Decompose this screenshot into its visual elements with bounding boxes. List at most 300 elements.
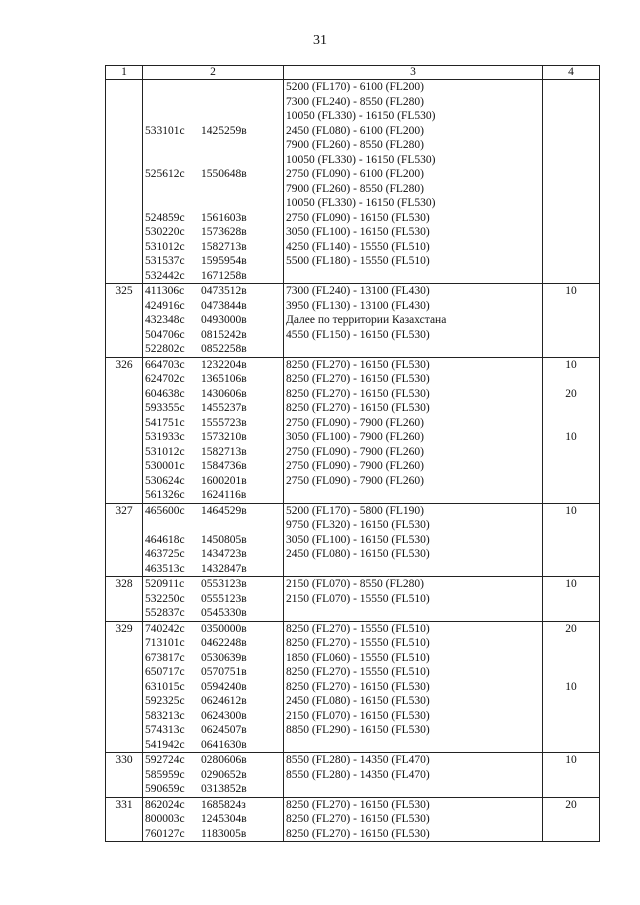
value	[543, 342, 599, 357]
route-number: 329	[115, 622, 133, 635]
latitude: 631015с	[145, 680, 185, 693]
table-header	[106, 66, 600, 80]
coordinate-line	[143, 225, 283, 240]
longitude: 0570751в	[201, 666, 247, 678]
altitude-range: 2750 (FL090) - 7900 (FL260)	[286, 474, 424, 487]
value	[543, 812, 599, 827]
latitude: 713101с	[145, 637, 185, 649]
latitude: 531933с	[145, 431, 185, 443]
value	[543, 269, 599, 284]
latitude: 561326с	[145, 489, 185, 501]
value	[543, 416, 599, 431]
altitude-range: 3050 (FL100) - 16150 (FL530)	[286, 533, 430, 546]
altitude-range: 2750 (FL090) - 7900 (FL260)	[286, 460, 424, 472]
page-number: 31	[313, 33, 327, 48]
altitude-range: 4250 (FL140) - 15550 (FL510)	[286, 240, 430, 253]
coordinates-cell	[143, 80, 284, 284]
altitude-range: 10050 (FL330) - 16150 (FL530)	[286, 153, 436, 166]
latitude: 531012с	[145, 240, 185, 253]
value-cell	[543, 577, 600, 622]
latitude: 592724с	[145, 754, 185, 766]
longitude: 1245304в	[201, 813, 247, 825]
longitude: 1432847в	[201, 562, 247, 575]
route-number: 330	[115, 754, 133, 766]
table-row	[106, 357, 600, 503]
coordinate-line	[143, 723, 283, 738]
latitude: 463513с	[145, 562, 185, 575]
latitude: 541751с	[145, 416, 185, 429]
coordinate-line	[143, 504, 283, 519]
route-number: 331	[115, 798, 133, 811]
longitude: 1573210в	[201, 431, 247, 443]
altitude-range: 8250 (FL270) - 16150 (FL530)	[286, 387, 430, 400]
value	[543, 80, 599, 95]
value	[543, 254, 599, 269]
latitude: 541942с	[145, 738, 185, 751]
latitude: 604638с	[145, 387, 185, 400]
altitude-range: 8250 (FL270) - 16150 (FL530)	[286, 358, 430, 371]
altitude-range: 7300 (FL240) - 8550 (FL280)	[286, 95, 424, 108]
altitude-range	[284, 606, 542, 621]
coordinate-line	[143, 299, 283, 314]
coordinate-line	[143, 358, 283, 373]
latitude: 530624с	[145, 474, 185, 487]
coordinate-line	[143, 753, 283, 768]
value	[543, 372, 599, 387]
altitude-range: 8250 (FL270) - 15550 (FL510)	[286, 622, 430, 635]
value	[543, 709, 599, 724]
table-row	[106, 577, 600, 622]
altitude-range	[284, 782, 542, 797]
coordinate-line	[143, 709, 283, 724]
longitude: 1232204в	[201, 358, 247, 371]
longitude: 0624612в	[201, 695, 247, 707]
latitude: 524859с	[145, 211, 185, 224]
latitude: 432348с	[145, 314, 185, 326]
altitude-range: 8550 (FL280) - 14350 (FL470)	[286, 768, 430, 781]
altitude-range	[284, 562, 542, 577]
latitude: 624702с	[145, 373, 185, 385]
value-cell	[543, 284, 600, 358]
altitude-range: 3950 (FL130) - 13100 (FL430)	[286, 299, 430, 312]
longitude: 1464529в	[201, 504, 247, 517]
value: 10	[565, 754, 577, 766]
value	[543, 138, 599, 153]
coordinate-line	[143, 562, 283, 577]
longitude: 1550648в	[201, 168, 247, 180]
coordinate-line	[143, 313, 283, 328]
route-number-cell	[106, 503, 143, 577]
altitude-range: 8250 (FL270) - 15550 (FL510)	[286, 637, 430, 649]
value	[543, 167, 599, 182]
altitude-range: Далее по территории Казахстана	[286, 314, 447, 326]
value	[543, 328, 599, 343]
altitude-range: 1850 (FL060) - 15550 (FL510)	[286, 651, 430, 664]
value	[543, 592, 599, 607]
value	[543, 723, 599, 738]
header-col-4: 4	[543, 66, 600, 80]
latitude: 424916с	[145, 299, 185, 312]
longitude: 1600201в	[201, 474, 247, 487]
coordinate-line	[143, 95, 283, 110]
longitude: 1425259в	[201, 124, 247, 137]
coordinate-line	[143, 827, 283, 842]
altitude-range: 8550 (FL280) - 14350 (FL470)	[286, 754, 430, 766]
longitude: 0555123в	[201, 592, 247, 605]
latitude: 590659с	[145, 783, 185, 795]
altitude-range: 8250 (FL270) - 15550 (FL510)	[286, 666, 430, 678]
coordinate-line	[143, 254, 283, 269]
coordinates-cell	[143, 753, 284, 798]
latitude: 862024с	[145, 798, 185, 811]
longitude: 0462248в	[201, 637, 247, 649]
altitude-range: 2750 (FL090) - 16150 (FL530)	[286, 211, 430, 224]
coordinate-line	[143, 622, 283, 637]
altitudes-cell	[284, 357, 543, 503]
altitude-range: 2450 (FL080) - 16150 (FL530)	[286, 548, 430, 560]
route-number-cell	[106, 577, 143, 622]
coordinate-line	[143, 182, 283, 197]
latitude: 504706с	[145, 328, 185, 341]
route-group	[106, 357, 600, 503]
longitude: 0493000в	[201, 314, 247, 326]
longitude: 0280606в	[201, 754, 247, 766]
coordinate-line	[143, 153, 283, 168]
value	[543, 182, 599, 197]
altitude-range: 9750 (FL320) - 16150 (FL530)	[286, 519, 430, 531]
longitude: 1183005в	[201, 827, 247, 840]
altitude-range: 7900 (FL260) - 8550 (FL280)	[286, 139, 424, 151]
longitude: 1582713в	[201, 240, 247, 253]
longitude: 1573628в	[201, 226, 247, 238]
value	[543, 665, 599, 680]
table-row	[106, 621, 600, 753]
coordinate-line	[143, 636, 283, 651]
latitude: 760127с	[145, 827, 185, 840]
value	[543, 474, 599, 489]
longitude: 0641630в	[201, 738, 247, 751]
altitude-range	[284, 738, 542, 753]
longitude: 1595954в	[201, 255, 247, 267]
altitude-range: 10050 (FL330) - 16150 (FL530)	[286, 110, 436, 122]
latitude: 533101с	[145, 124, 185, 137]
coordinate-line	[143, 269, 283, 284]
latitude: 583213с	[145, 709, 185, 722]
coordinate-line	[143, 372, 283, 387]
coordinate-line	[143, 518, 283, 533]
route-group	[106, 284, 600, 358]
value	[543, 606, 599, 621]
value: 10	[565, 578, 577, 590]
route-group	[106, 577, 600, 622]
longitude: 0624507в	[201, 724, 247, 736]
longitude: 0530639в	[201, 651, 247, 664]
coordinate-line	[143, 211, 283, 226]
route-group	[106, 503, 600, 577]
altitude-range: 3050 (FL100) - 16150 (FL530)	[286, 226, 430, 238]
value: 10	[565, 680, 577, 693]
coordinate-line	[143, 459, 283, 474]
longitude: 0553123в	[201, 578, 247, 590]
route-number-cell	[106, 621, 143, 753]
longitude: 1561603в	[201, 211, 247, 224]
value	[543, 459, 599, 474]
latitude: 664703с	[145, 358, 185, 371]
value: 10	[565, 285, 577, 297]
altitude-range: 2750 (FL090) - 6100 (FL200)	[286, 168, 424, 180]
altitude-range: 2450 (FL080) - 6100 (FL200)	[286, 124, 424, 137]
latitude: 532442с	[145, 269, 185, 282]
longitude: 1430606в	[201, 387, 247, 400]
coordinate-line	[143, 488, 283, 503]
coordinate-line	[143, 109, 283, 124]
longitude: 0594240в	[201, 680, 247, 693]
altitude-range	[284, 269, 542, 284]
latitude: 800003с	[145, 813, 185, 825]
coordinate-line	[143, 694, 283, 709]
latitude: 532250с	[145, 592, 185, 605]
route-group	[106, 621, 600, 753]
coordinate-line	[143, 342, 283, 357]
value	[543, 313, 599, 328]
value	[543, 211, 599, 226]
route-table	[105, 65, 600, 842]
altitudes-cell	[284, 503, 543, 577]
route-group	[106, 797, 600, 842]
value	[543, 738, 599, 753]
route-number: 325	[115, 285, 133, 297]
route-number-cell	[106, 797, 143, 842]
table-row	[106, 284, 600, 358]
route-number-cell	[106, 80, 143, 284]
coordinate-line	[143, 328, 283, 343]
coordinate-line	[143, 680, 283, 695]
latitude: 531537с	[145, 255, 185, 267]
value: 10	[565, 358, 577, 371]
coordinates-cell	[143, 577, 284, 622]
coordinate-line	[143, 167, 283, 182]
value	[543, 124, 599, 139]
latitude: 522802с	[145, 343, 185, 355]
altitude-range: 8250 (FL270) - 16150 (FL530)	[286, 827, 430, 840]
header-col-3: 3	[284, 66, 543, 80]
coordinate-line	[143, 665, 283, 680]
altitude-range: 5200 (FL170) - 5800 (FL190)	[286, 504, 424, 517]
table-row	[106, 503, 600, 577]
value-cell	[543, 621, 600, 753]
altitude-range: 2450 (FL080) - 16150 (FL530)	[286, 695, 430, 707]
longitude: 1624116в	[201, 489, 247, 501]
table-row	[106, 797, 600, 842]
coordinate-line	[143, 445, 283, 460]
longitude: 0350000в	[201, 622, 247, 635]
coordinate-line	[143, 474, 283, 489]
latitude: 552837с	[145, 607, 185, 619]
altitudes-cell	[284, 797, 543, 842]
value	[543, 445, 599, 460]
coordinate-line	[143, 651, 283, 666]
longitude: 1584736в	[201, 460, 247, 472]
value: 20	[565, 387, 577, 400]
value	[543, 240, 599, 255]
value: 20	[565, 798, 577, 811]
altitude-range: 8850 (FL290) - 16150 (FL530)	[286, 724, 430, 736]
coordinate-line	[143, 138, 283, 153]
altitude-range: 5500 (FL180) - 15550 (FL510)	[286, 255, 430, 267]
value	[543, 299, 599, 314]
coordinate-line	[143, 124, 283, 139]
table-row	[106, 753, 600, 798]
longitude: 0545330в	[201, 607, 247, 619]
value	[543, 768, 599, 783]
coordinates-cell	[143, 284, 284, 358]
altitudes-cell	[284, 577, 543, 622]
coordinate-line	[143, 798, 283, 813]
route-number: 326	[115, 358, 133, 371]
latitude: 593355с	[145, 402, 185, 414]
value	[543, 547, 599, 562]
latitude: 585959с	[145, 768, 185, 781]
header-col-1: 1	[106, 66, 143, 80]
value	[543, 95, 599, 110]
latitude: 673817с	[145, 651, 185, 664]
value	[543, 694, 599, 709]
coordinate-line	[143, 592, 283, 607]
value	[543, 196, 599, 211]
altitude-range: 8250 (FL270) - 16150 (FL530)	[286, 373, 430, 385]
latitude: 411306с	[145, 285, 185, 297]
altitude-range	[284, 488, 542, 503]
latitude: 465600с	[145, 504, 185, 517]
coordinates-cell	[143, 503, 284, 577]
coordinate-line	[143, 196, 283, 211]
longitude: 0313852в	[201, 783, 247, 795]
value: 10	[565, 431, 577, 443]
value	[543, 401, 599, 416]
longitude: 0473844в	[201, 299, 247, 312]
value-cell	[543, 80, 600, 284]
longitude: 0290652в	[201, 768, 247, 781]
route-group	[106, 753, 600, 798]
route-group	[106, 80, 600, 284]
coordinate-line	[143, 240, 283, 255]
longitude: 1450805в	[201, 533, 247, 546]
latitude: 525612с	[145, 168, 185, 180]
coordinate-line	[143, 387, 283, 402]
latitude: 520911с	[145, 578, 185, 590]
coordinate-line	[143, 416, 283, 431]
longitude: 1555723в	[201, 416, 247, 429]
value-cell	[543, 753, 600, 798]
altitude-range: 2750 (FL090) - 7900 (FL260)	[286, 416, 424, 429]
longitude: 0852258в	[201, 343, 247, 355]
coordinate-line	[143, 812, 283, 827]
longitude: 1582713в	[201, 445, 247, 458]
value-cell	[543, 797, 600, 842]
route-number: 327	[115, 504, 133, 517]
altitude-range: 7900 (FL260) - 8550 (FL280)	[286, 182, 424, 195]
altitude-range: 3050 (FL100) - 7900 (FL260)	[286, 431, 424, 443]
value	[543, 782, 599, 797]
value: 20	[565, 622, 577, 635]
coordinate-line	[143, 547, 283, 562]
altitude-range	[284, 342, 542, 357]
altitudes-cell	[284, 753, 543, 798]
route-number-cell	[106, 284, 143, 358]
coordinate-line	[143, 401, 283, 416]
value	[543, 225, 599, 240]
coordinate-line	[143, 577, 283, 592]
coordinate-line	[143, 782, 283, 797]
value-cell	[543, 503, 600, 577]
altitudes-cell	[284, 621, 543, 753]
coordinate-line	[143, 738, 283, 753]
coordinates-cell	[143, 357, 284, 503]
altitude-range: 8250 (FL270) - 16150 (FL530)	[286, 813, 430, 825]
longitude: 1685824з	[201, 798, 246, 811]
value	[543, 827, 599, 842]
latitude: 531012с	[145, 445, 185, 458]
longitude: 0624300в	[201, 709, 247, 722]
latitude: 463725с	[145, 548, 185, 560]
altitude-range: 8250 (FL270) - 16150 (FL530)	[286, 798, 430, 811]
latitude: 740242с	[145, 622, 185, 635]
longitude: 1365106в	[201, 373, 247, 385]
value-cell	[543, 357, 600, 503]
longitude: 1671258в	[201, 269, 247, 282]
value	[543, 533, 599, 548]
coordinate-line	[143, 430, 283, 445]
altitude-range: 2150 (FL070) - 16150 (FL530)	[286, 709, 430, 722]
altitude-range: 5200 (FL170) - 6100 (FL200)	[286, 81, 424, 93]
latitude: 464618с	[145, 533, 185, 546]
longitude: 1455237в	[201, 402, 247, 414]
altitude-range: 2150 (FL070) - 8550 (FL280)	[286, 578, 424, 590]
coordinate-line	[143, 284, 283, 299]
route-number: 328	[115, 578, 133, 590]
value	[543, 488, 599, 503]
latitude: 574313с	[145, 724, 185, 736]
latitude: 592325с	[145, 695, 185, 707]
coordinate-line	[143, 80, 283, 95]
value: 10	[565, 504, 577, 517]
altitudes-cell	[284, 80, 543, 284]
route-number-cell	[106, 357, 143, 503]
longitude: 1434723в	[201, 548, 247, 560]
coordinate-line	[143, 533, 283, 548]
value	[543, 109, 599, 124]
altitude-range: 8250 (FL270) - 16150 (FL530)	[286, 402, 430, 414]
altitude-range: 2750 (FL090) - 7900 (FL260)	[286, 445, 424, 458]
altitude-range: 10050 (FL330) - 16150 (FL530)	[286, 197, 436, 209]
route-number	[106, 80, 142, 95]
altitudes-cell	[284, 284, 543, 358]
value	[543, 518, 599, 533]
latitude: 530001с	[145, 460, 185, 472]
altitude-range: 7300 (FL240) - 13100 (FL430)	[286, 285, 430, 297]
value	[543, 636, 599, 651]
coordinate-line	[143, 606, 283, 621]
longitude: 0473512в	[201, 285, 247, 297]
value	[543, 651, 599, 666]
longitude: 0815242в	[201, 328, 247, 341]
header-col-2: 2	[143, 66, 284, 80]
coordinate-line	[143, 768, 283, 783]
altitude-range: 8250 (FL270) - 16150 (FL530)	[286, 680, 430, 693]
altitude-range: 4550 (FL150) - 16150 (FL530)	[286, 328, 430, 341]
table-row	[106, 80, 600, 284]
route-number-cell	[106, 753, 143, 798]
